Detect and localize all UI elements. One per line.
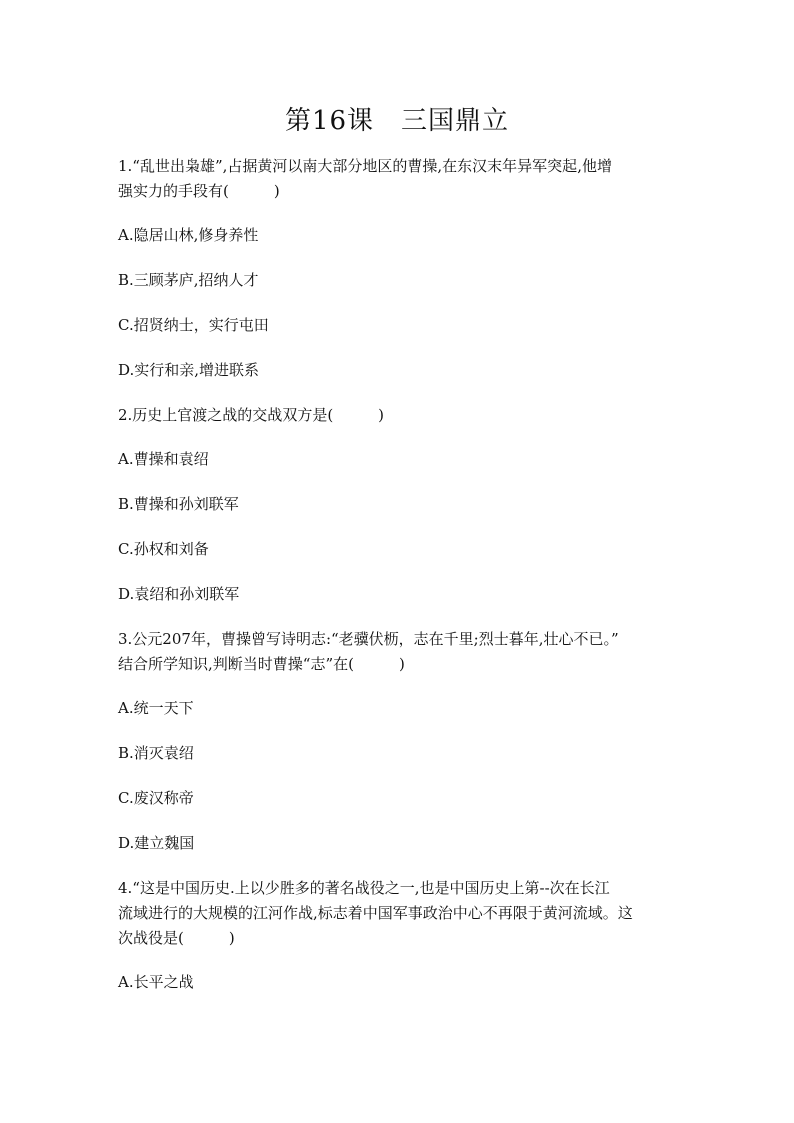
question-4 bbox=[118, 876, 688, 995]
option-d: D.建立魏国 bbox=[118, 834, 195, 852]
question-stem bbox=[118, 627, 688, 677]
option-b: B.三顾茅庐,招纳人才 bbox=[118, 271, 259, 289]
stem-line: 结合所学知识,判断当时曹操“志”在( ) bbox=[118, 655, 405, 673]
option-a: A.长平之战 bbox=[118, 973, 194, 991]
stem-line: 强实力的手段有( ) bbox=[118, 182, 280, 200]
question-1 bbox=[118, 154, 688, 383]
option-a: A.统一天下 bbox=[118, 699, 194, 717]
option-d: D.袁绍和孙刘联军 bbox=[118, 585, 240, 603]
question-stem bbox=[118, 403, 688, 428]
stem-line: 次战役是( ) bbox=[118, 929, 235, 947]
question-3 bbox=[118, 627, 688, 856]
question-stem bbox=[118, 876, 688, 951]
option-a: A.曹操和袁绍 bbox=[118, 450, 209, 468]
option-b: B.曹操和孙刘联军 bbox=[118, 495, 239, 513]
option-d: D.实行和亲,增进联系 bbox=[118, 361, 260, 379]
stem-line: 1.“乱世出枭雄”,占据黄河以南大部分地区的曹操,在东汉末年异军突起,他增 bbox=[118, 157, 612, 175]
option-b: B.消灭袁绍 bbox=[118, 744, 194, 762]
question-2 bbox=[118, 403, 688, 607]
stem-line: 2.历史上官渡之战的交战双方是( ) bbox=[118, 406, 385, 424]
option-c: C.招贤纳士，实行屯田 bbox=[118, 316, 269, 334]
question-stem bbox=[118, 154, 688, 204]
stem-line: 4.“这是中国历史.上以少胜多的著名战役之一,也是中国历史上第--次在长江 bbox=[118, 879, 610, 897]
stem-line: 3.公元207年，曹操曾写诗明志:“老骥伏枥，志在千里;烈士暮年,壮心不已。” bbox=[118, 630, 619, 648]
option-c: C.废汉称帝 bbox=[118, 789, 194, 807]
option-a: A.隐居山林,修身养性 bbox=[118, 226, 259, 244]
stem-line: 流域进行的大规模的江河作战,标志着中国军事政治中心不再限于黄河流域。这 bbox=[118, 904, 633, 922]
option-c: C.孙权和刘备 bbox=[118, 540, 209, 558]
question-list bbox=[118, 154, 688, 1015]
page-title: 第16课 三国鼎立 bbox=[284, 106, 510, 136]
